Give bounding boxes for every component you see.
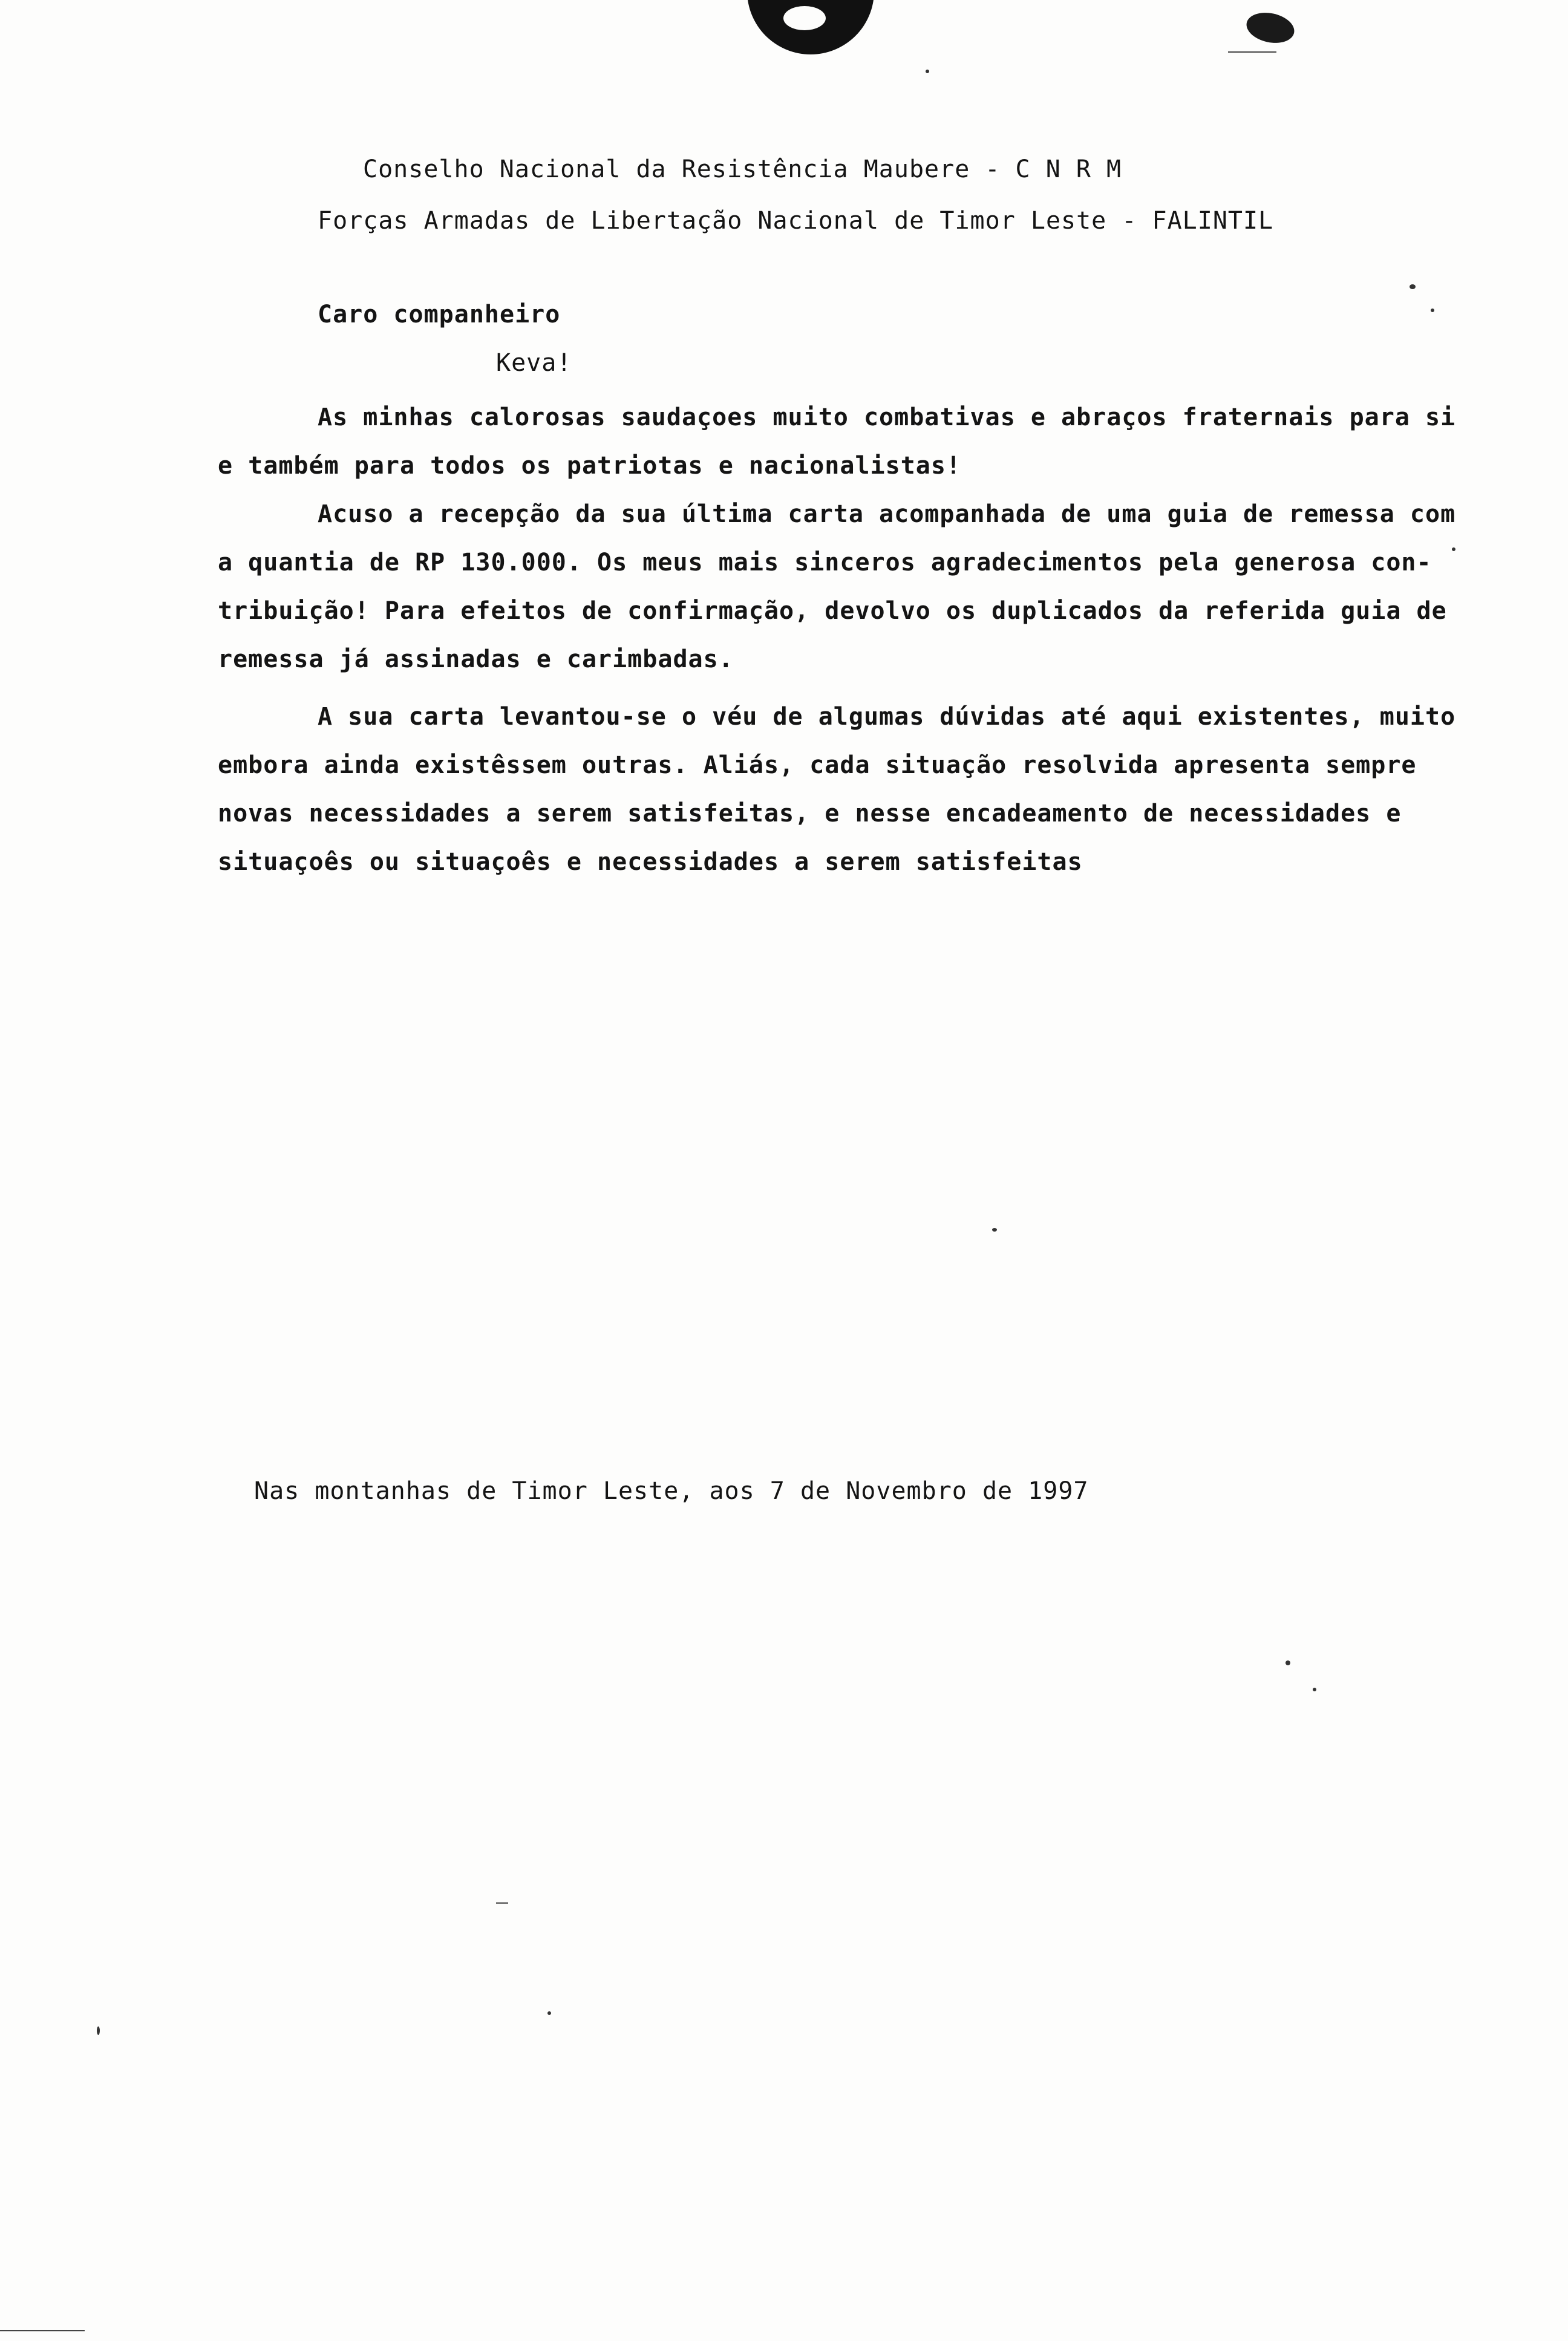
closing-place-date: Nas montanhas de Timor Leste, aos 7 de Novembro de 1997 <box>254 1477 1089 1505</box>
paragraph-2-line-3: tribuição! Para efeitos de confirmação, devolvo os duplicados da referida guia de <box>218 597 1447 625</box>
scan-speck <box>1431 309 1434 312</box>
paragraph-3-line-1: A sua carta levantou-se o véu de algumas dúvidas até aqui existentes, muito <box>318 703 1456 731</box>
letter-header-falintil: Forças Armadas de Libertação Nacional de Timor Leste - FALINTIL <box>318 207 1274 235</box>
letter-header-cnrm: Conselho Nacional da Resistência Maubere - C N R M <box>363 155 1122 183</box>
scan-scratch <box>1228 51 1276 53</box>
scan-scratch <box>0 2330 85 2331</box>
scan-scratch <box>496 1902 508 1904</box>
scan-speck <box>1452 547 1455 551</box>
scan-ink-spot <box>1244 8 1297 47</box>
paragraph-1-line-1: As minhas calorosas saudaçoes muito combativas e abraços fraternais para si <box>318 403 1456 431</box>
scan-speck <box>1410 284 1416 289</box>
scan-speck <box>1285 1660 1290 1665</box>
scan-speck <box>1313 1688 1316 1691</box>
scan-ink-blot <box>747 0 874 54</box>
paragraph-2-line-2: a quantia de RP 130.000. Os meus mais sinceros agradecimentos pela generosa con- <box>218 549 1432 576</box>
scan-speck <box>97 2026 100 2035</box>
paragraph-2-line-4: remessa já assinadas e carimbadas. <box>218 645 734 673</box>
scan-speck <box>547 2011 551 2015</box>
paragraph-3-line-3: novas necessidades a serem satisfeitas, e nesse encadeamento de necessidades e <box>218 800 1402 828</box>
scan-speck <box>926 70 929 73</box>
paragraph-3-line-4: situaçoês ou situaçoês e necessidades a serem satisfeitas <box>218 848 1083 876</box>
exclamation: Keva! <box>496 349 572 377</box>
salutation: Caro companheiro <box>318 301 561 328</box>
paragraph-2-line-1: Acuso a recepção da sua última carta acompanhada de uma guia de remessa com <box>318 500 1456 528</box>
paragraph-3-line-2: embora ainda existêssem outras. Aliás, cada situação resolvida apresenta sempre <box>218 751 1417 779</box>
paragraph-1-line-2: e também para todos os patriotas e nacionalistas! <box>218 452 962 480</box>
scan-speck <box>992 1228 997 1232</box>
